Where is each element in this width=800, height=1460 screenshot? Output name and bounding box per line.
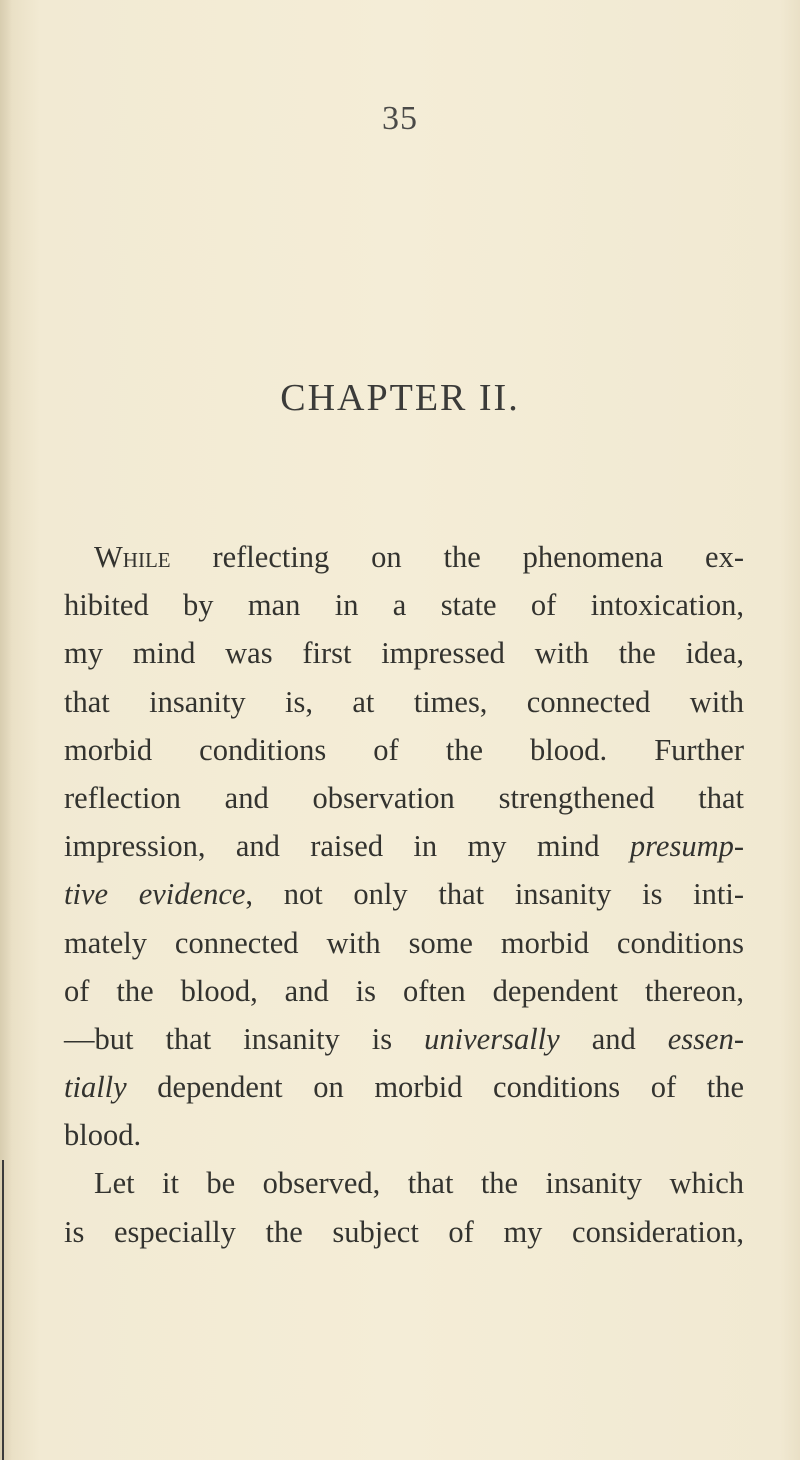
italic-phrase: tially [64,1070,127,1105]
text-line: blood. [64,1118,142,1153]
text-line: tive evidence, not only that insanity is inti- [64,877,744,912]
chapter-body [64,533,744,1256]
italic-phrase: tive evidence [64,877,246,912]
page-number: 35 [382,100,418,137]
text-line: tially dependent on morbid conditions of the [64,1070,744,1105]
text-line: is especially the subject of my consideration, [64,1214,744,1249]
chapter-title: CHAPTER II. [280,377,520,419]
italic-phrase: universally [424,1021,560,1056]
text-line: of the blood, and is often dependent thereon, [64,973,744,1008]
italic-phrase: presump- [629,829,744,864]
text-line: reflection and observation strengthened that [64,780,744,815]
text-line: my mind was first impressed with the idea, [64,636,744,671]
margin-rule [2,1160,4,1460]
text-line: hibited by man in a state of intoxication, [64,588,744,623]
text-line: morbid conditions of the blood. Further [64,732,744,767]
text-line: While reflecting on the phenomena ex- [94,540,744,574]
text-line: Let it be observed, that the insanity which [94,1166,744,1201]
text-line: —but that insanity is universally and essen- [64,1021,744,1056]
text-line: mately connected with some morbid conditions [64,925,744,960]
drop-word: While [94,540,171,574]
text-line: impression, and raised in my mind presump- [64,829,744,864]
text-line: that insanity is, at times, connected with [64,684,744,719]
italic-phrase: essen- [667,1021,744,1056]
